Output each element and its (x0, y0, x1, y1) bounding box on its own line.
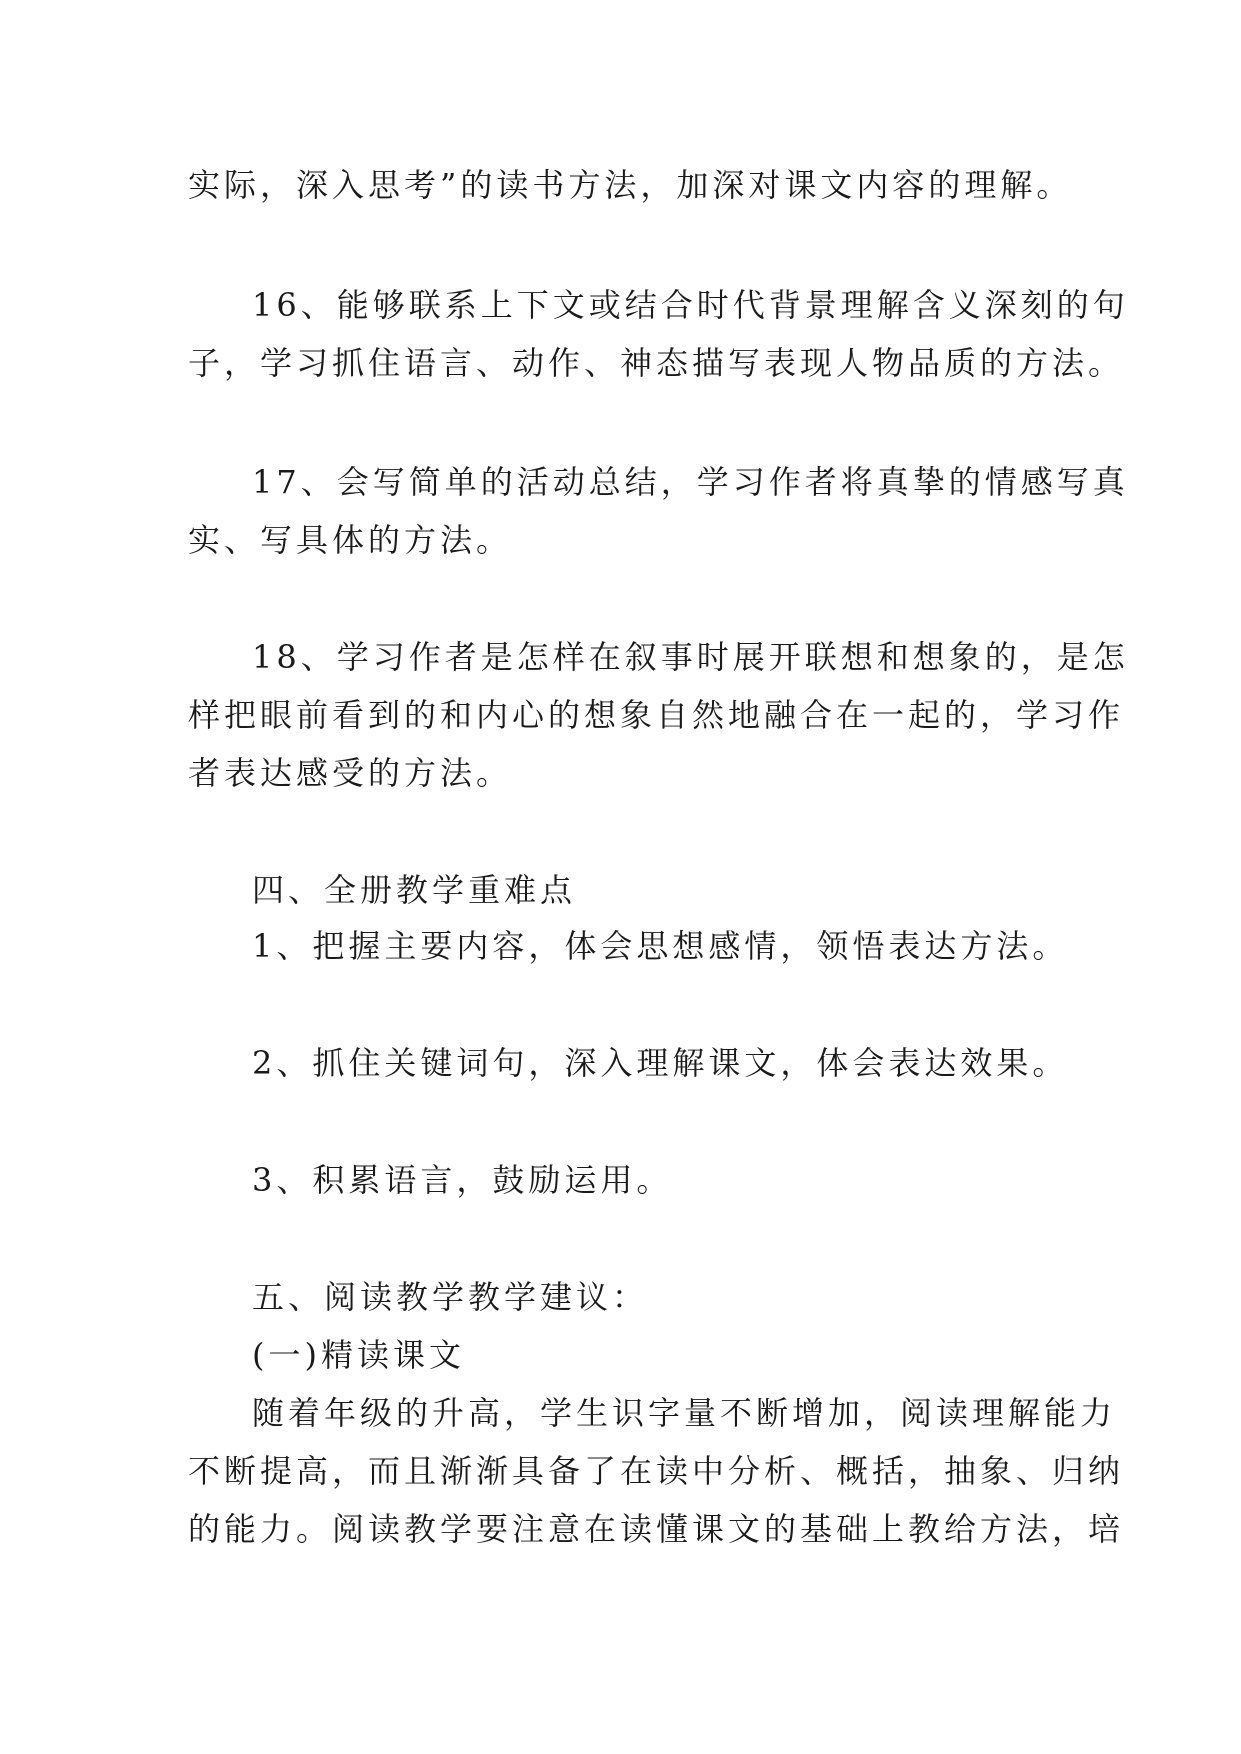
list-item-16: 16、能够联系上下文或结合时代背景理解含义深刻的句 (252, 286, 1129, 324)
subsection-heading: (一)精读课文 (252, 1336, 465, 1374)
list-item-17: 17、会写简单的活动总结，学习作者将真挚的情感写真 (252, 463, 1129, 501)
list-item-2: 2、抓住关键词句，深入理解课文，体会表达效果。 (252, 1044, 1069, 1082)
section-heading: 四、全册教学重难点 (252, 871, 577, 909)
text-line: 样把眼前看到的和内心的想象自然地融合在一起的，学习作 (188, 696, 1125, 734)
text-line: 子，学习抓住语言、动作、神态描写表现人物品质的方法。 (188, 344, 1125, 382)
paragraph-line: 的能力。阅读教学要注意在读懂课文的基础上教给方法，培 (188, 1510, 1125, 1548)
list-item-1: 1、把握主要内容，体会思想感情，领悟表达方法。 (252, 927, 1069, 965)
paragraph-line: 随着年级的升高，学生识字量不断增加，阅读理解能力 (252, 1394, 1117, 1432)
text-line: 实、写具体的方法。 (188, 521, 513, 559)
text-line: 者表达感受的方法。 (188, 754, 513, 792)
paragraph-line: 不断提高，而且渐渐具备了在读中分析、概括，抽象、归纳 (188, 1452, 1125, 1490)
list-item-3: 3、积累语言，鼓励运用。 (252, 1161, 673, 1199)
list-item-18: 18、学习作者是怎样在叙事时展开联想和想象的，是怎 (252, 638, 1129, 676)
text-line: 实际，深入思考”的读书方法，加深对课文内容的理解。 (188, 166, 1073, 204)
section-heading: 五、阅读教学教学建议： (252, 1278, 649, 1316)
